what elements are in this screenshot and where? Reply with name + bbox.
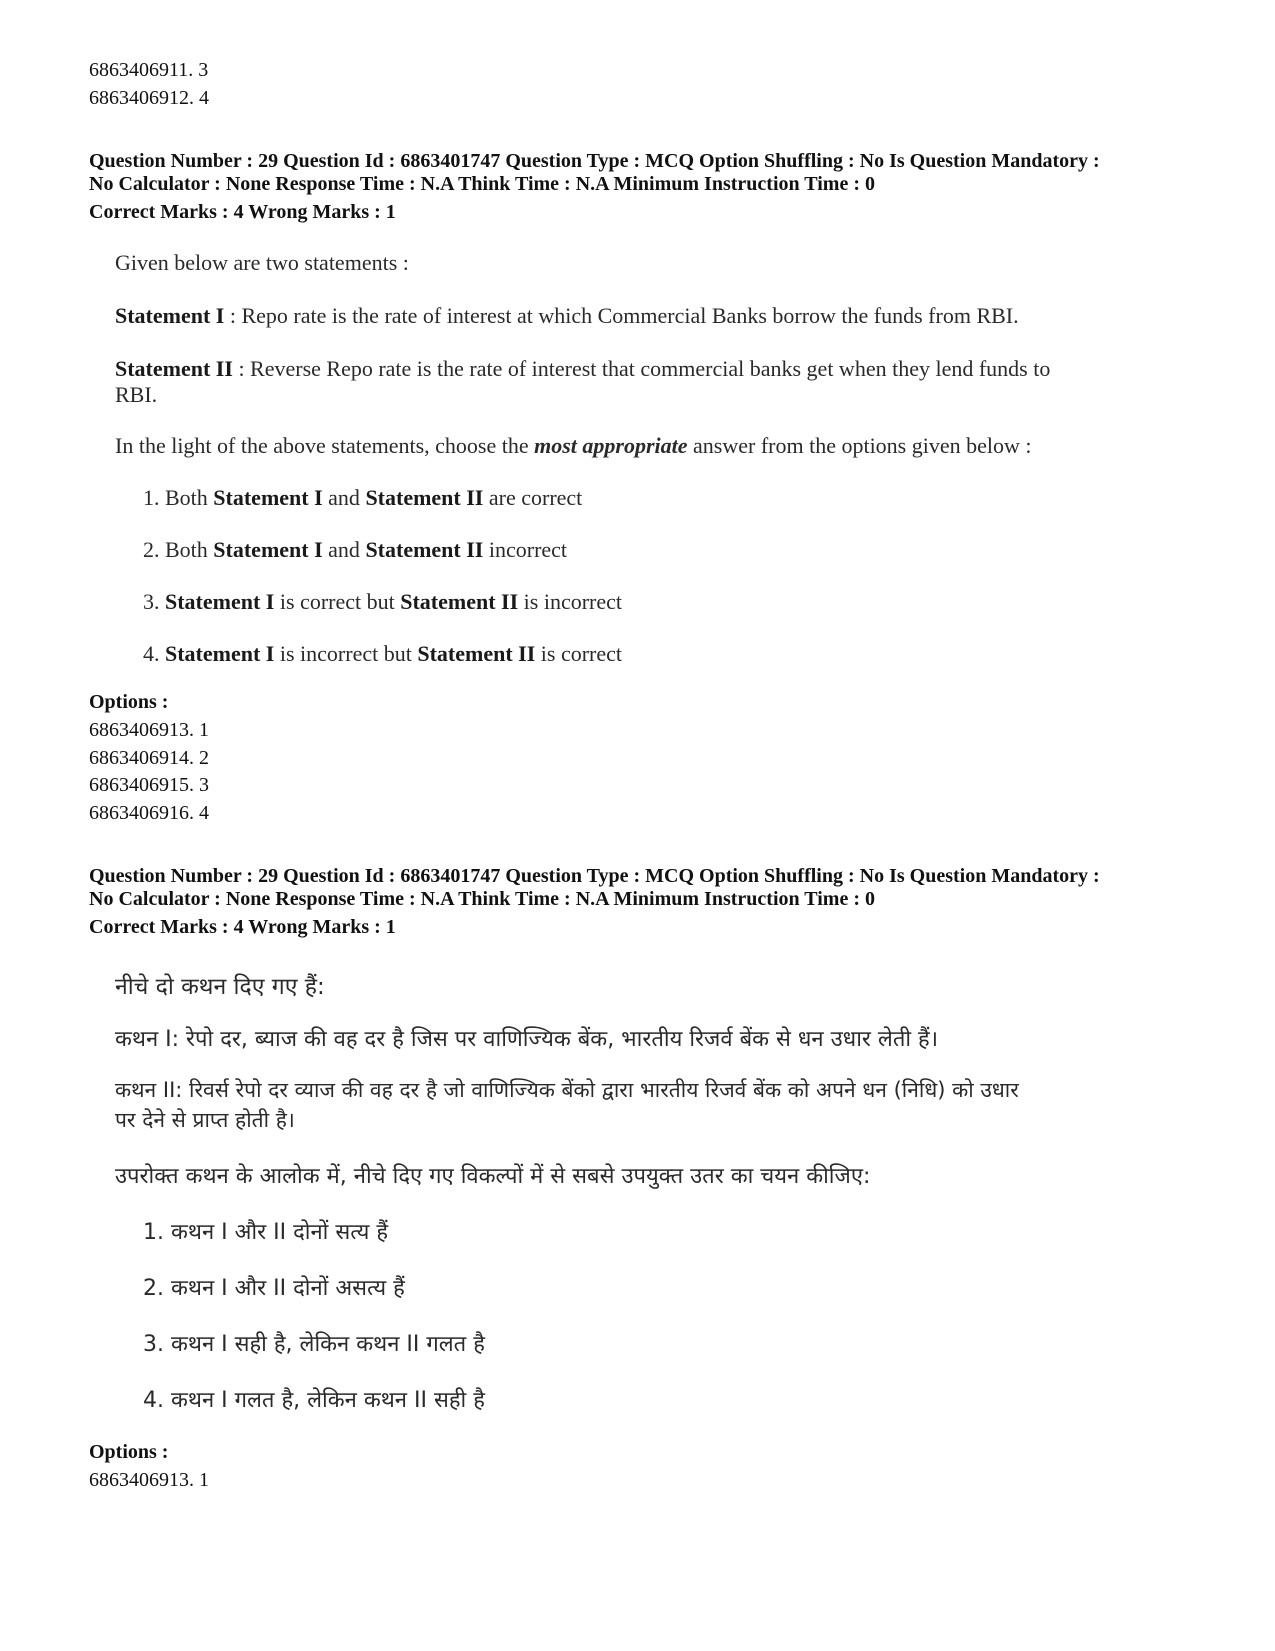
choice-bold: Statement I xyxy=(213,537,323,562)
choice-bold: Statement I xyxy=(165,589,275,614)
statement-label: Statement II xyxy=(115,356,233,381)
statement-2-line-2: RBI. xyxy=(115,382,158,407)
choice-bold: Statement II xyxy=(417,641,536,666)
option-id-line: 6863406915. 3 xyxy=(89,774,209,796)
answer-choice-2 xyxy=(143,537,567,563)
option-id-line: 6863406916. 4 xyxy=(89,802,209,824)
question-prompt xyxy=(115,433,1032,459)
statement-2-hindi-line-1: कथन II: रिवर्स रेपो दर व्याज की वह दर है जो वाणिज्यिक बेंको द्वारा भारतीय रिजर्व बेंक को अपने धन (निधि) को उधार xyxy=(115,1078,1019,1102)
answer-choice-1-hindi: 1. कथन I और II दोनों सत्य हैं xyxy=(143,1220,389,1245)
choice-text: and xyxy=(322,537,366,562)
choice-text: is incorrect but xyxy=(274,641,418,666)
choice-text: is correct but xyxy=(274,589,401,614)
statement-2-line-1 xyxy=(115,356,1050,382)
choice-bold: Statement I xyxy=(165,641,275,666)
prompt-text: answer from the options given below : xyxy=(687,433,1032,458)
choice-bold: Statement II xyxy=(365,537,484,562)
marks-line: Correct Marks : 4 Wrong Marks : 1 xyxy=(89,201,396,223)
options-label: Options : xyxy=(89,691,169,713)
answer-choice-3 xyxy=(143,589,622,615)
choice-bold: Statement II xyxy=(400,589,519,614)
option-id-line: 6863406913. 1 xyxy=(89,1469,209,1491)
choice-bold: Statement II xyxy=(365,485,484,510)
answer-choice-4-hindi: 4. कथन I गलत है, लेकिन कथन II सही है xyxy=(143,1388,485,1413)
choice-bold: Statement I xyxy=(213,485,323,510)
choice-text: 2. Both xyxy=(143,537,214,562)
prev-option-line: 6863406911. 3 xyxy=(89,59,209,81)
choice-text: are correct xyxy=(483,485,583,510)
statement-1-hindi: कथन I: रेपो दर, ब्याज की वह दर है जिस पर वाणिज्यिक बेंक, भारतीय रिजर्व बेंक से धन उधार लेती हैं। xyxy=(115,1027,939,1052)
choice-text: 3. xyxy=(143,589,165,614)
question-meta-line: No Calculator : None Response Time : N.A Think Time : N.A Minimum Instruction Time : 0 xyxy=(89,888,875,910)
question-prompt-hindi: उपरोक्त कथन के आलोक में, नीचे दिए गए विकल्पों में से सबसे उपयुक्त उतर का चयन कीजिए: xyxy=(115,1164,871,1189)
question-meta-line: Question Number : 29 Question Id : 6863401747 Question Type : MCQ Option Shuffling : No Is Question Mandatory : xyxy=(89,865,1100,887)
statement-2-hindi-line-2: पर देने से प्राप्त होती है। xyxy=(115,1108,295,1132)
answer-choice-2-hindi: 2. कथन I और II दोनों असत्य हैं xyxy=(143,1276,405,1301)
statement-1 xyxy=(115,303,1019,329)
prompt-emphasis: most appropriate xyxy=(534,433,688,458)
statement-text: : Reverse Repo rate is the rate of interest that commercial banks get when they lend funds to xyxy=(232,356,1051,381)
choice-text: is incorrect xyxy=(518,589,623,614)
options-label: Options : xyxy=(89,1441,169,1463)
statement-text: : Repo rate is the rate of interest at which Commercial Banks borrow the funds from RBI. xyxy=(224,303,1019,328)
choice-text: incorrect xyxy=(483,537,568,562)
option-id-line: 6863406913. 1 xyxy=(89,719,209,741)
question-intro: Given below are two statements : xyxy=(115,250,409,275)
marks-line: Correct Marks : 4 Wrong Marks : 1 xyxy=(89,916,396,938)
statement-label: Statement I xyxy=(115,303,225,328)
answer-choice-3-hindi: 3. कथन I सही है, लेकिन कथन II गलत है xyxy=(143,1332,485,1357)
choice-text: and xyxy=(322,485,366,510)
choice-text: 1. Both xyxy=(143,485,214,510)
choice-text: is correct xyxy=(535,641,623,666)
question-intro-hindi: नीचे दो कथन दिए गए हैं: xyxy=(115,974,325,1000)
option-id-line: 6863406914. 2 xyxy=(89,747,209,769)
prev-option-line: 6863406912. 4 xyxy=(89,87,209,109)
answer-choice-4 xyxy=(143,641,622,667)
question-meta-line: Question Number : 29 Question Id : 6863401747 Question Type : MCQ Option Shuffling : No Is Question Mandatory : xyxy=(89,150,1100,172)
answer-choice-1 xyxy=(143,485,582,511)
prompt-text: In the light of the above statements, choose the xyxy=(115,433,535,458)
choice-text: 4. xyxy=(143,641,165,666)
question-meta-line: No Calculator : None Response Time : N.A Think Time : N.A Minimum Instruction Time : 0 xyxy=(89,173,875,195)
